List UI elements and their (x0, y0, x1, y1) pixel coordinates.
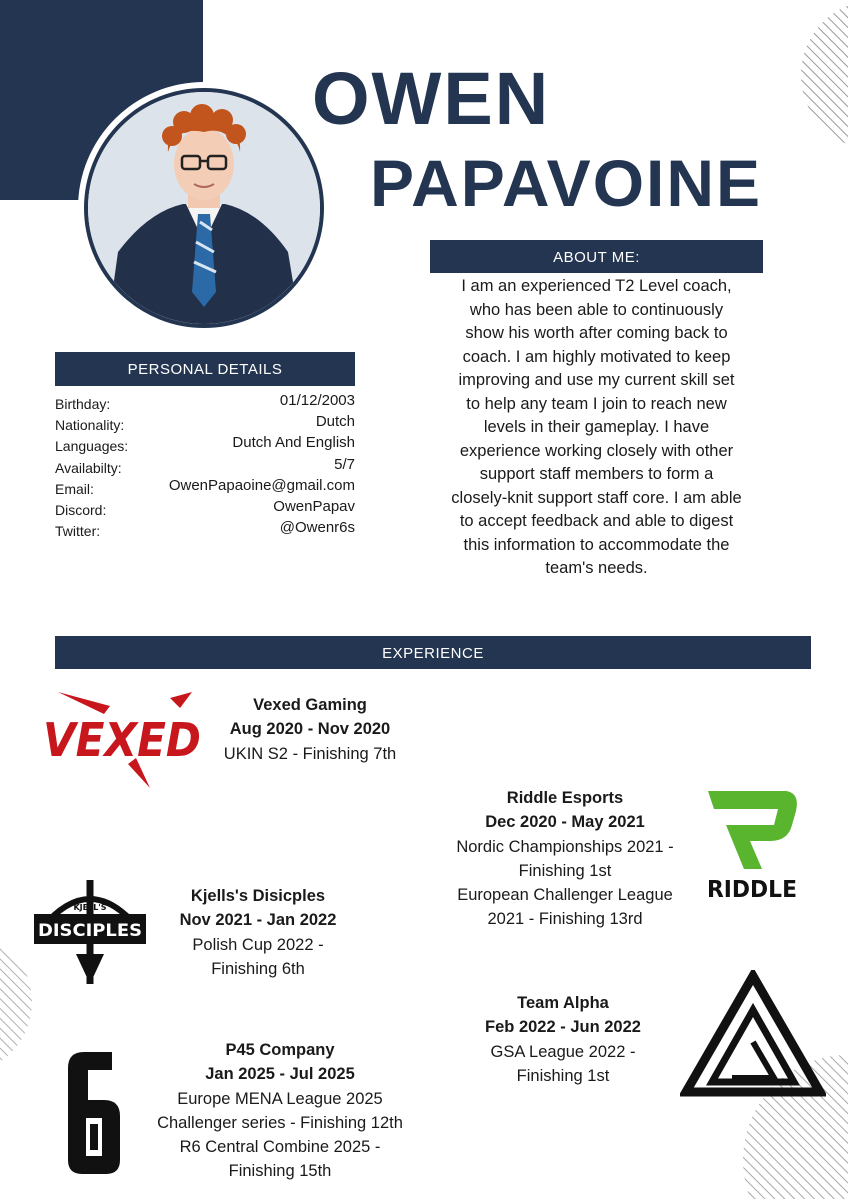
about-line: coach. I am highly motivated to keep (462, 347, 731, 366)
detail-twitter (55, 519, 355, 540)
entry-detail: Finishing 1st (516, 1066, 610, 1085)
vexed-gaming-logo (40, 684, 205, 790)
decor-hatched-circle-top-right (790, 0, 848, 160)
entry-team: Team Alpha (517, 994, 609, 1012)
riddle-esports-logo (704, 785, 800, 903)
about-line: improving and use my current skill set (458, 371, 735, 389)
entry-detail: GSA League 2022 - (490, 1042, 636, 1061)
detail-discord (55, 498, 355, 519)
profile-photo (84, 88, 324, 328)
about-line: to help any team I join to reach new (466, 394, 727, 413)
disciples-logo-text: DISCIPLES (38, 921, 142, 941)
team-alpha-logo (680, 970, 826, 1098)
experience-entry-vexed (190, 693, 430, 766)
about-text (424, 275, 769, 581)
name-first: OWEN (312, 57, 551, 140)
detail-value-email[interactable]: OwenPapaoine@gmail.com (168, 476, 355, 494)
entry-detail: Nordic Championships 2021 - (456, 837, 674, 856)
entry-team: Riddle Esports (506, 789, 624, 807)
entry-detail: Challenger series - Finishing 12th (157, 1113, 403, 1132)
entry-dates: Aug 2020 - Nov 2020 (229, 720, 391, 739)
entry-team: P45 Company (225, 1041, 335, 1059)
kjells-disciples-logo (32, 878, 148, 988)
detail-value: Dutch (315, 413, 355, 431)
detail-label: Nationality: (55, 417, 125, 434)
detail-value: 01/12/2003 (279, 392, 355, 409)
entry-detail: Finishing 6th (211, 959, 305, 978)
detail-label: Birthday: (55, 396, 111, 412)
about-line: closely-knit support staff core. I am able (451, 488, 742, 507)
entry-detail: R6 Central Combine 2025 - (179, 1138, 381, 1157)
personal-details-header: PERSONAL DETAILS (55, 352, 355, 386)
detail-label: Languages: (55, 438, 129, 455)
about-line: I am an experienced T2 Level coach, (461, 277, 732, 295)
experience-entry-p45 (140, 1038, 420, 1184)
entry-detail: European Challenger League (457, 886, 673, 905)
entry-detail: Finishing 1st (518, 861, 612, 880)
experience-entry-disciples (148, 884, 368, 981)
detail-value: 5/7 (334, 455, 355, 473)
entry-detail: 2021 - Finishing 13rd (487, 910, 643, 929)
detail-label: Email: (55, 480, 94, 497)
profile-portrait-illustration (88, 92, 320, 324)
entry-dates: Nov 2021 - Jan 2022 (179, 911, 337, 930)
detail-label: Twitter: (55, 523, 101, 540)
detail-label: Discord: (55, 501, 107, 518)
disciples-logo-subtext: KJELL'S (73, 903, 107, 912)
entry-detail: Polish Cup 2022 - (192, 935, 324, 954)
about-line: this information to accommodate the (463, 535, 730, 554)
entry-dates: Jan 2025 - Jul 2025 (205, 1065, 355, 1084)
detail-availability (55, 456, 355, 477)
about-line: who has been able to continuously (469, 300, 724, 319)
experience-entry-team-alpha (453, 991, 673, 1088)
detail-value: OwenPapav (273, 497, 355, 515)
about-line: levels in their gameplay. I have (483, 418, 710, 436)
entry-detail: Europe MENA League 2025 (177, 1089, 383, 1108)
personal-details-list (55, 392, 355, 540)
detail-value-twitter[interactable]: @Owenr6s (279, 519, 355, 537)
detail-label: Availabilty: (55, 459, 122, 476)
about-line: support staff members to form a (479, 465, 714, 483)
about-section-header: ABOUT ME: (430, 240, 763, 273)
about-line: to accept feedback and able to digest (459, 512, 734, 530)
entry-dates: Dec 2020 - May 2021 (485, 813, 645, 832)
detail-email (55, 477, 355, 498)
about-line: show his worth after coming back to (465, 324, 728, 342)
p45-company-logo (60, 1048, 126, 1178)
entry-team: Vexed Gaming (253, 696, 367, 714)
name-last: PAPAVOINE (370, 146, 763, 220)
about-line: experience working closely with other (459, 441, 734, 460)
entry-detail: Finishing 15th (228, 1162, 332, 1181)
decor-hatched-circle-left (0, 930, 34, 1080)
experience-section-header: EXPERIENCE (55, 636, 811, 669)
vexed-logo-text: VEXED (43, 713, 201, 767)
detail-birthday (55, 392, 355, 413)
entry-detail: UKIN S2 - Finishing 7th (223, 744, 397, 763)
riddle-logo-text: RIDDLE (707, 877, 797, 903)
entry-team: Kjells's Disicples (190, 887, 326, 905)
about-line: team's needs. (545, 559, 648, 577)
detail-nationality (55, 413, 355, 434)
detail-value: Dutch And English (232, 434, 355, 452)
entry-dates: Feb 2022 - Jun 2022 (485, 1018, 641, 1037)
experience-entry-riddle (425, 786, 705, 932)
detail-languages (55, 434, 355, 455)
